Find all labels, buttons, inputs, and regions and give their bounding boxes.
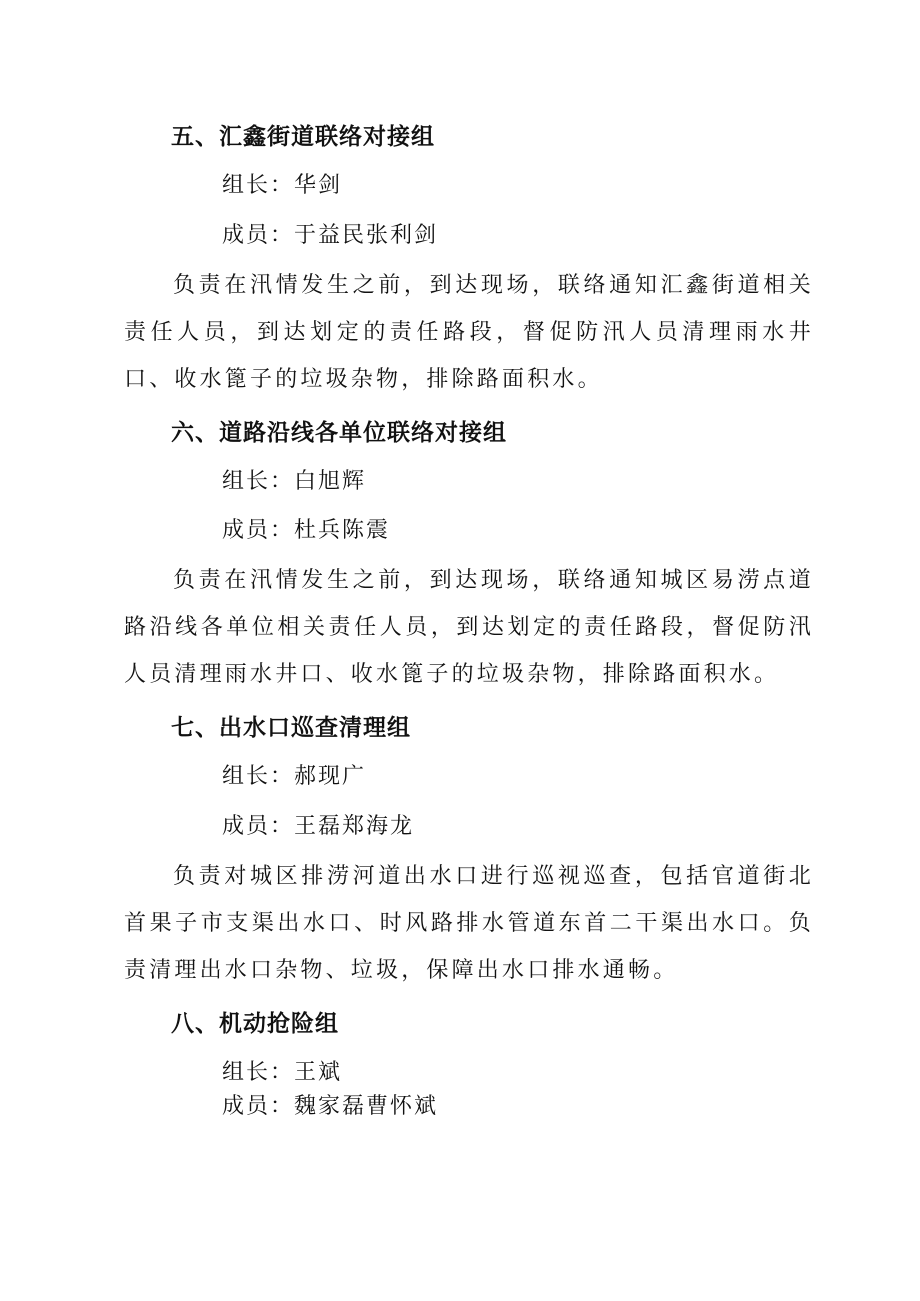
group-members: 成员：魏家磊曹怀斌 [222,1094,439,1119]
duty-paragraph: 负责在汛情发生之前，到达现场，联络通知汇鑫街道相关责任人员，到达划定的责任路段，督促防汛人员清理雨水井口、收水篦子的垃圾杂物，排除路面积水。 [124,273,814,392]
section-heading: 五、汇鑫街道联络对接组 [171,124,435,150]
duty-paragraph: 负责在汛情发生之前，到达现场，联络通知城区易涝点道路沿线各单位相关责任人员，到达划定的责任路段，督促防汛人员清理雨水井口、收水篦子的垃圾杂物，排除路面积水。 [124,568,814,687]
group-members: 成员：于益民张利剑 [222,223,439,248]
duty-paragraph: 负责对城区排涝河道出水口进行巡视巡查，包括官道街北首果子市支渠出水口、时风路排水管道东首二干渠出水口。负责清理出水口杂物、垃圾，保障出水口排水通畅。 [124,864,814,983]
section-heading: 六、道路沿线各单位联络对接组 [171,420,507,446]
group-leader: 组长：华剑 [222,173,343,198]
section-heading: 八、机动抢险组 [171,1011,339,1037]
group-leader: 组长：白旭辉 [222,469,367,494]
group-members: 成员：王磊郑海龙 [222,814,415,839]
section-heading: 七、出水口巡查清理组 [171,715,411,741]
group-members: 成员：杜兵陈震 [222,518,391,543]
group-leader: 组长：王斌 [222,1060,343,1085]
group-leader: 组长：郝现广 [222,764,367,789]
